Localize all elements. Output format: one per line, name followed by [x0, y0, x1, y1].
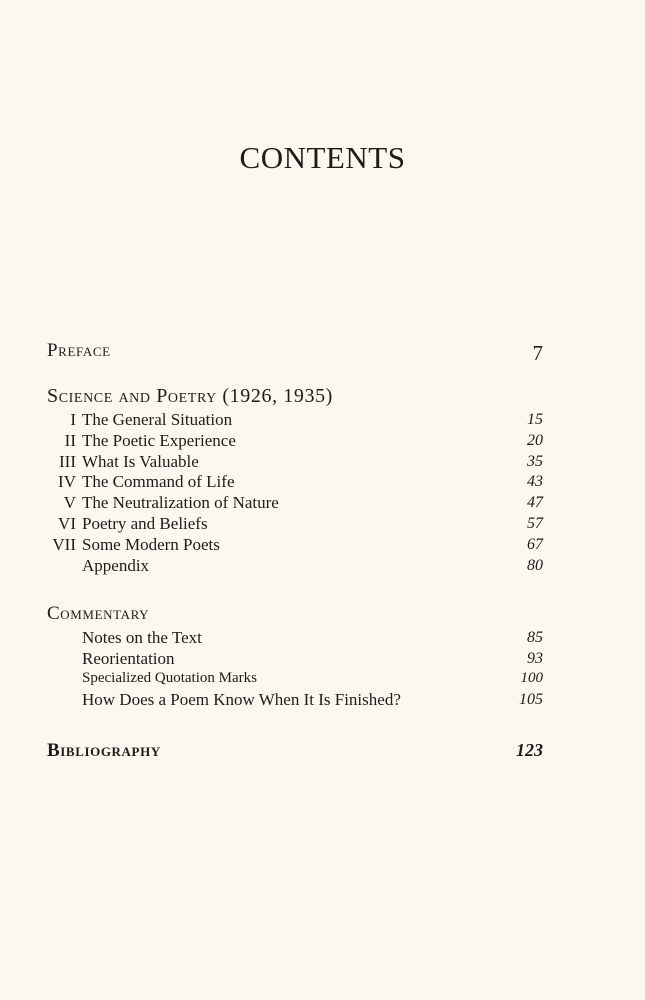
chapter-numeral: IV: [58, 472, 76, 491]
chapter-page-number: 20: [527, 432, 543, 449]
commentary-item-title: Reorientation: [82, 649, 175, 668]
page-title: CONTENTS: [239, 140, 406, 175]
chapter-title: Poetry and Beliefs: [82, 514, 208, 533]
bibliography-page-number: 123: [516, 740, 543, 760]
appendix-title: Appendix: [82, 556, 150, 575]
chapter-page-number: 47: [527, 494, 543, 511]
science-and-poetry-heading: Science and Poetry (1926, 1935): [47, 385, 333, 407]
chapter-numeral: I: [70, 410, 76, 429]
commentary-item-title: Specialized Quotation Marks: [82, 670, 257, 686]
preface-page-number: 7: [532, 341, 543, 365]
chapter-title: Some Modern Poets: [82, 535, 220, 554]
commentary-item-page-number: 105: [519, 691, 543, 708]
chapter-page-number: 35: [527, 453, 543, 470]
chapter-page-number: 67: [527, 536, 543, 553]
chapter-numeral: VI: [58, 514, 76, 533]
appendix-page-number: 80: [527, 557, 543, 574]
chapter-page-number: 57: [527, 515, 543, 532]
chapter-numeral: VII: [52, 535, 76, 554]
chapter-title: The Command of Life: [82, 472, 235, 491]
commentary-item-page-number: 100: [520, 670, 543, 686]
chapter-page-number: 15: [527, 411, 543, 428]
chapter-title: The General Situation: [82, 410, 233, 429]
commentary-item-title: Notes on the Text: [82, 628, 202, 647]
commentary-heading: Commentary: [47, 603, 150, 624]
chapter-numeral: III: [59, 452, 76, 471]
chapter-numeral: V: [63, 493, 76, 512]
chapter-numeral: II: [64, 431, 76, 450]
chapter-title: The Neutralization of Nature: [82, 493, 279, 512]
bibliography-heading: Bibliography: [47, 740, 161, 761]
commentary-item-page-number: 93: [527, 650, 543, 667]
chapter-title: The Poetic Experience: [82, 431, 236, 450]
commentary-item-page-number: 85: [527, 629, 543, 646]
chapter-title: What Is Valuable: [82, 452, 199, 471]
preface-heading: Preface: [47, 340, 111, 361]
commentary-item-title: How Does a Poem Know When It Is Finished?: [82, 690, 401, 709]
chapter-page-number: 43: [527, 473, 543, 490]
